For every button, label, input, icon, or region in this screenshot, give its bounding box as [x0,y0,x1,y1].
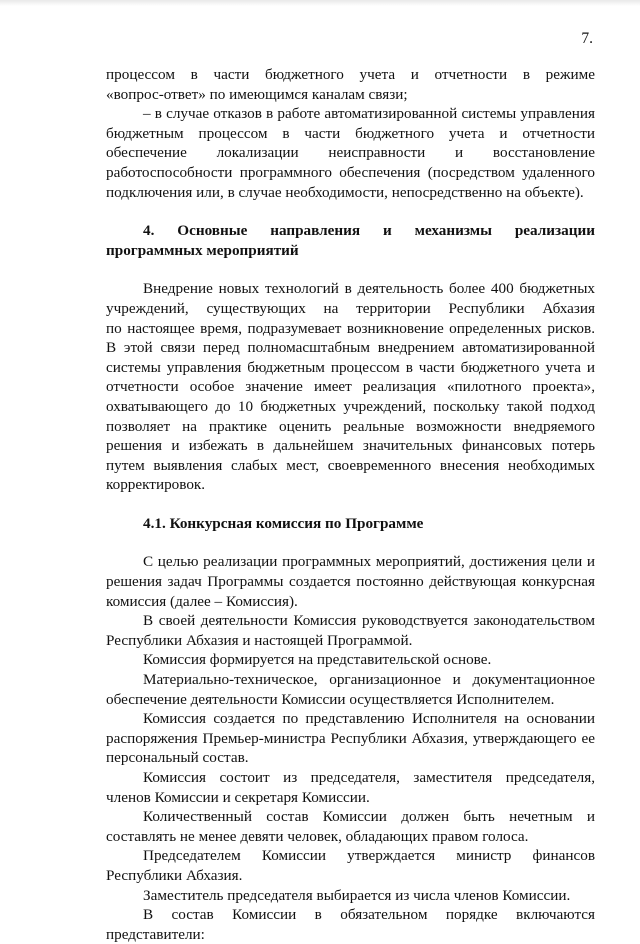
section-heading-4: 4. Основные направления и механизмы реализации [143,222,595,240]
text-line: системы управления бюджетным процессом в части бюджетного учета и [106,358,595,376]
text-line: работоспособности программного обеспечения (посредством удаленного [106,163,595,181]
section-heading-4-1: 4.1. Конкурсная комиссия по Программе [143,514,424,532]
text-line: распоряжения Премьер-министра Республики Абхазия, утверждающего ее [106,729,595,747]
text-line: членов Комиссии и секретаря Комиссии. [106,788,370,806]
text-line: Комиссия формируется на представительской основе. [143,651,492,669]
document-body [106,65,595,944]
text-line: В своей деятельности Комиссия руководствуется законодательством [143,612,595,630]
text-line: учреждений, существующих на территории Республики Абхазия [106,299,595,317]
text-line: В состав Комиссии в обязательном порядке включаются [143,906,595,924]
text-line: процессом в части бюджетного учета и отчетности в режиме [106,66,595,83]
text-line: позволяет на практике оценить реальные возможности внедряемого [106,417,595,435]
text-line: Комиссия создается по представлению Исполнителя на основании [143,710,595,728]
text-line: путем выявления слабых мест, своевременного внесения необходимых [106,456,595,474]
text-line: Республики Абхазия и настоящей Программой. [106,631,413,649]
text-line: отчетности особое значение имеет реализация «пилотного проекта», [106,378,595,396]
text-line: персональный состав. [106,749,249,767]
text-line: решения и избежать в дальнейшем значительных финансовых потерь [106,437,595,455]
text-line: решения задач Программы создается постоянно действующая конкурсная [106,573,595,591]
text-line: охватывающего до 10 бюджетных учреждений, поскольку такой подход [106,397,595,415]
text-line: составлять не менее девяти человек, обладающих правом голоса. [106,827,529,845]
text-line: Материально-техническое, организационное и документационное [143,671,595,689]
text-line: обеспечение локализации неисправности и восстановление [106,144,595,162]
text-line: «вопрос-ответ» по имеющимся каналам связи; [106,85,408,103]
text-line: корректировок. [106,476,206,494]
text-line: Количественный состав Комиссии должен быть нечетным и [143,808,595,826]
text-line: В этой связи перед полномасштабным внедрением автоматизированной [106,339,595,357]
text-line: Внедрение новых технологий в деятельность более 400 бюджетных [143,280,595,298]
text-line: бюджетным процессом в части бюджетного учета и отчетности [106,124,595,142]
text-line: Председателем Комиссии утверждается министр финансов [143,847,595,865]
text-line: Заместитель председателя выбирается из числа членов Комиссии. [143,886,571,904]
section-heading-4-cont: программных мероприятий [106,241,299,259]
page-number: 7. [581,30,593,47]
text-line: подключения или, в случае необходимости, непосредственно на объекте). [106,183,584,201]
text-line: – в случае отказов в работе автоматизированной системы управления [143,105,595,123]
text-line: комиссия (далее – Комиссия). [106,592,298,610]
text-line: С целью реализации программных мероприятий, достижения цели и [143,553,595,571]
text-line: Республики Абхазия. [106,866,243,884]
text-line: Комиссия состоит из председателя, заместителя председателя, [143,769,595,786]
scan-edge-shadow [0,0,640,6]
text-line: представители: [106,925,205,943]
text-line: по настоящее время, подразумевает возникновение определенных рисков. [106,319,595,337]
text-line: обеспечение деятельности Комиссии осуществляется Исполнителем. [106,690,555,708]
